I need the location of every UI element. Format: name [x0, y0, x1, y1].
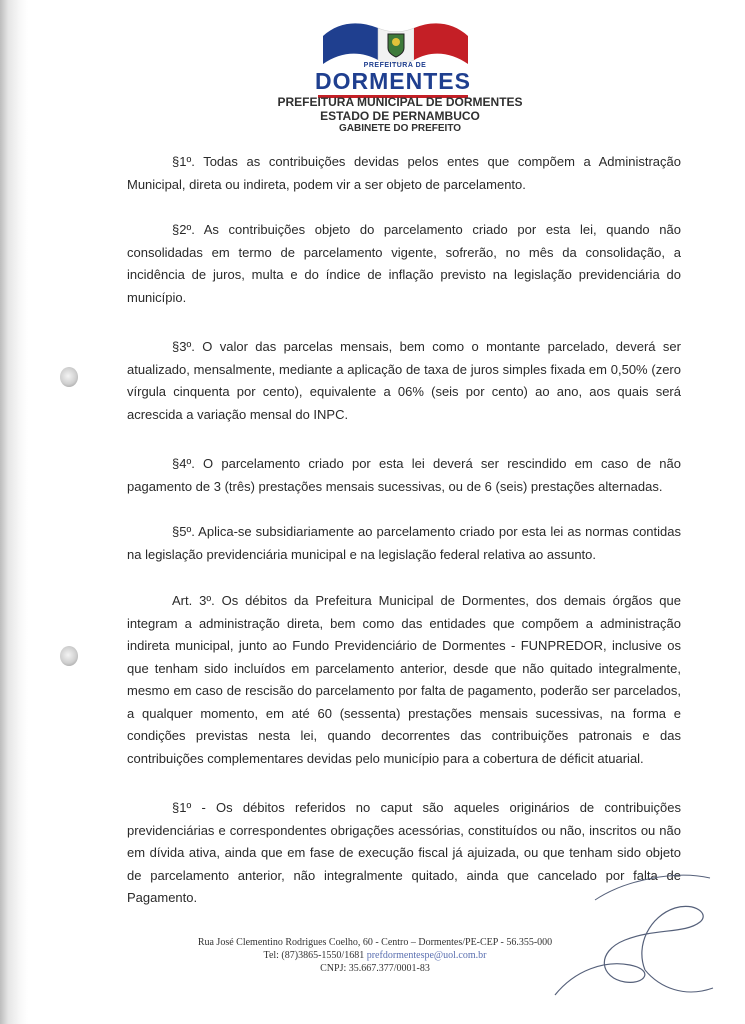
punch-hole	[60, 646, 78, 666]
footer-address: Rua José Clementino Rodrigues Coelho, 60 - Centro – Dormentes/PE-CEP - 56.355-000	[197, 937, 553, 948]
punch-hole	[60, 367, 78, 387]
paragraph-text: §5º. Aplica-se subsidiariamente ao parcelamento criado por esta lei as normas contidas na legislação previdenciária municipal e na legislação federal relativa ao assunto.	[127, 524, 681, 562]
header-line-1: PREFEITURA MUNICIPAL DE DORMENTES	[277, 95, 523, 109]
paragraph-text: Art. 3º. Os débitos da Prefeitura Municipal de Dormentes, dos demais órgãos que integram a administração direta, bem como das entidades que compõem a administração indireta municipal, junto ao Fundo Previdenciário de Dormentes - FUNPREDOR, inclusive os que tenham sido incluídos em parcelamento anterior, desde que não quitado integralmente, mesmo em caso de rescisão do parcelamento por falta de pagamento, poderão ser parcelados, a qualquer momento, em até 60 (sessenta) prestações mensais sucessivas, na forma e condições previstas nesta lei, quando decorrentes das contribuições patronais e das contribuições complementares devidas pelo município para a cobertura de déficit atuarial.	[127, 593, 681, 766]
handwritten-signature	[535, 860, 725, 1010]
footer-cnpj: CNPJ: 35.667.377/0001-83	[320, 963, 430, 974]
paragraph-text: §1º. Todas as contribuições devidas pelos entes que compõem a Administração Municipal, direta ou indireta, podem vir a ser objeto de parcelamento.	[127, 154, 681, 192]
paragraph-text: §3º. O valor das parcelas mensais, bem como o montante parcelado, deverá ser atualizado, mensalmente, mediante a aplicação de taxa de juros simples fixada em 0,50% (zero vírgula cinquenta por cento), equivalente a 06% (seis por cento) ao ano, aos quais será acrescida a variação mensal do INPC.	[127, 339, 681, 422]
paragraph	[127, 453, 681, 498]
brand-subtitle: PREFEITURA DE	[363, 62, 427, 69]
paragraph	[127, 590, 681, 770]
paragraph	[127, 219, 681, 309]
header-line-2: ESTADO DE PERNAMBUCO	[320, 109, 480, 123]
header-line-3: GABINETE DO PREFEITO	[338, 123, 462, 134]
brand-title: DORMENTES	[315, 68, 471, 94]
footer-tel: Tel: (87)3865-1550/1681	[263, 950, 365, 961]
paragraph-text: §1º - Os débitos referidos no caput são aqueles originários de contribuições previdenciárias e correspondentes obrigações acessórias, constituídos ou não, inscritos ou não em dívida ativa, ainda que em fase de execução fiscal já ajuizada, ou que tenham sido objeto de parcelamento anterior, não integralmente quitado, ainda que cancelado por falta de Pagamento.	[127, 800, 681, 905]
scan-edge-shadow	[0, 0, 28, 1024]
footer-contact	[150, 949, 600, 962]
paragraph-text: §2º. As contribuições objeto do parcelamento criado por esta lei, quando não consolidadas em termo de parcelamento vigente, sofrerão, no mês da consolidação, a incidência de juros, multa e do índice de inflação previsto na legislação previdenciária do município.	[127, 222, 681, 305]
paragraph-text: §4º. O parcelamento criado por esta lei deverá ser rescindido em caso de não pagamento de 3 (três) prestações mensais sucessivas, ou de 6 (seis) prestações alternadas.	[127, 456, 681, 494]
footer-email[interactable]: prefdormentespe@uol.com.br	[366, 950, 487, 961]
paragraph	[127, 151, 681, 196]
paragraph	[127, 336, 681, 426]
paragraph	[127, 521, 681, 566]
